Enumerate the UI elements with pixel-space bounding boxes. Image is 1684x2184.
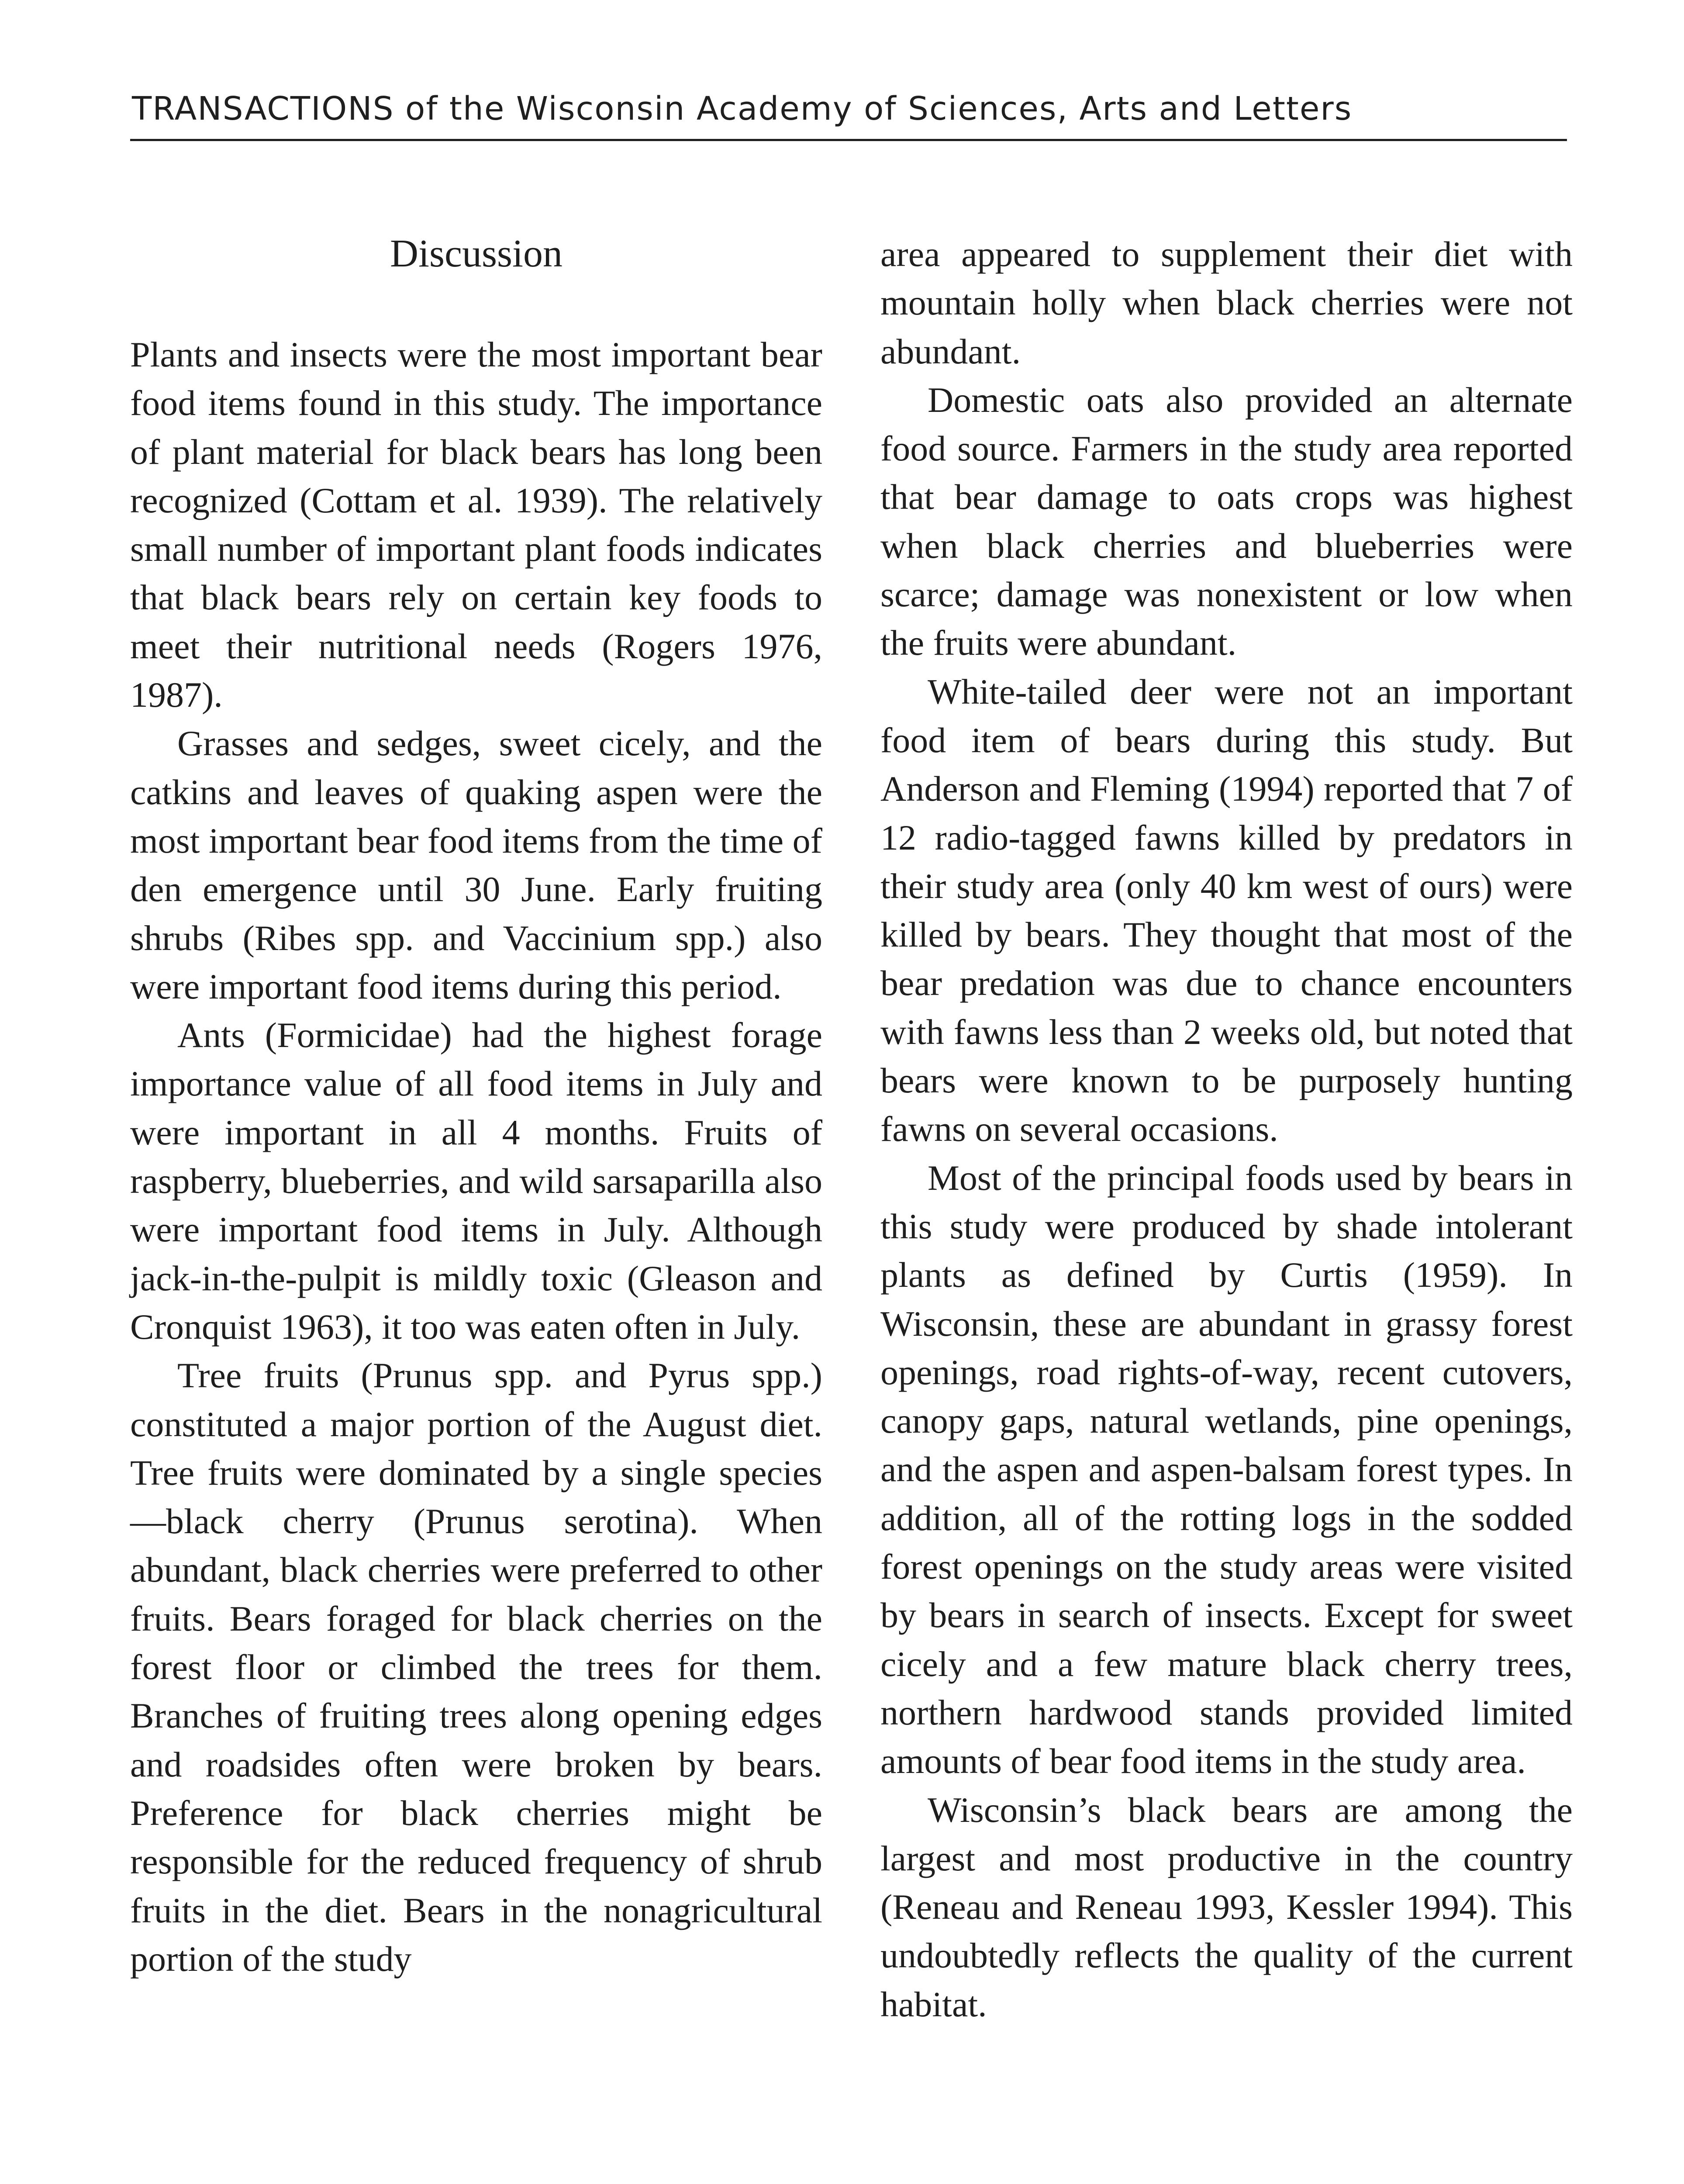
header-rule <box>130 139 1567 141</box>
paragraph: area appeared to supplement their diet with mountain holly when black cherries were not abundant. <box>880 234 1573 371</box>
left-column <box>130 227 822 1983</box>
paragraph: Domestic oats also provided an alternate food source. Farmers in the study area reported that bear damage to oats crops was highest when black cherries and blueberries were scarce; damage was nonexistent or low when the fruits were abundant. <box>880 380 1573 663</box>
right-column <box>880 230 1573 2028</box>
paragraph: Grasses and sedges, sweet cicely, and the catkins and leaves of quaking aspen were the most important bear food items from the time of den emergence until 30 June. Early fruiting shrubs (Ribes spp. and Vaccinium spp.) also were important food items during this period. <box>130 723 822 1006</box>
paragraph: Ants (Formicidae) had the highest forage importance value of all food items in July and were important in all 4 months. Fruits of raspberry, blueberries, and wild sarsaparilla also were important food items in July. Although jack-in-the-pulpit is mildly toxic (Gleason and Cronquist 1963), it too was eaten often in July. <box>130 1015 822 1347</box>
section-title: Discussion <box>390 232 563 275</box>
paragraph: Most of the principal foods used by bears in this study were produced by shade intolerant plants as defined by Curtis (1959). In Wisconsin, these are abundant in grassy forest openings, road rights-of-way, recent cutovers, canopy gaps, natural wetlands, pine openings, and the aspen and aspen-balsam forest types. In addition, all of the rotting logs in the sodded forest openings on the study areas were visited by bears in search of insects. Except for sweet cicely and a few mature black cherry trees, northern hardwood stands provided limited amounts of bear food items in the study area. <box>880 1158 1573 1781</box>
paragraph: Wisconsin’s black bears are among the largest and most productive in the country (Reneau and Reneau 1993, Kessler 1994). This undoubtedly reflects the quality of the current habitat. <box>880 1790 1573 2024</box>
paragraph: White-tailed deer were not an important food item of bears during this study. But Anderson and Fleming (1994) reported that 7 of 12 radio-tagged fawns killed by predators in their study area (only 40 km west of ours) were killed by bears. They thought that most of the bear predation was due to chance encounters with fawns less than 2 weeks old, but noted that bears were known to be purposely hunting fawns on several occasions. <box>880 671 1573 1149</box>
paragraph: Tree fruits (Prunus spp. and Pyrus spp.) constituted a major portion of the August diet. Tree fruits were dominated by a single species—black cherry (Prunus serotina). When abundant, black cherries were preferred to other fruits. Bears foraged for black cherries on the forest floor or climbed the trees for them. Branches of fruiting trees along opening edges and roadsides often were broken by bears. Preference for black cherries might be responsible for the reduced frequency of shrub fruits in the diet. Bears in the nonagricultural portion of the study <box>130 1355 822 1979</box>
running-head: TRANSACTIONS of the Wisconsin Academy of Sciences, Arts and Letters <box>132 90 1353 128</box>
paragraph: Plants and insects were the most important bear food items found in this study. The importance of plant material for black bears has long been recognized (Cottam et al. 1939). The relatively small number of important plant foods indicates that black bears rely on certain key foods to meet their nutritional needs (Rogers 1976, 1987). <box>130 335 822 715</box>
